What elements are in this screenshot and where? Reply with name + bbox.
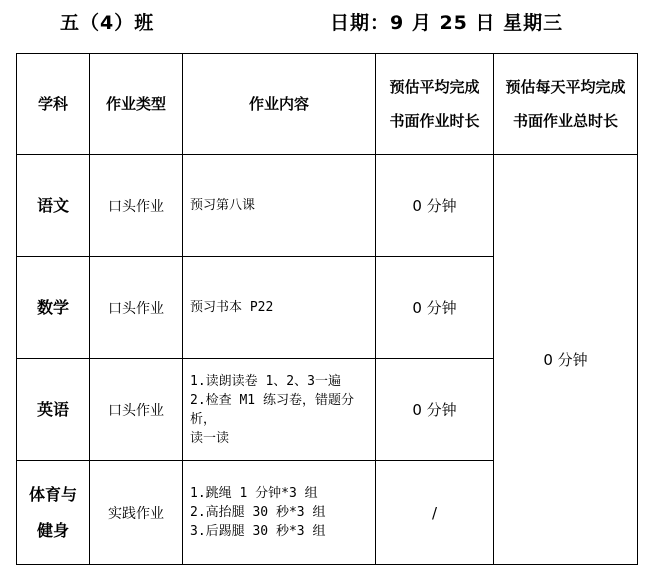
content-cell: [183, 257, 376, 359]
header-type: [90, 54, 183, 155]
subject-line: 健身: [36, 520, 69, 540]
subject-cell: [17, 359, 90, 461]
header-avg-duration: [376, 54, 494, 155]
header-line: 书面作业时长: [389, 112, 480, 130]
subject-line: 体育与: [28, 484, 77, 504]
duration-cell: /: [376, 461, 494, 565]
header-line: 学科: [37, 95, 68, 113]
date-title: 日期：9 月 25 日 星期三: [330, 12, 564, 34]
content-cell: [183, 155, 376, 257]
content-line: 1.跳绳 1 分钟*3 组: [190, 486, 318, 501]
content-cell: [183, 461, 376, 565]
type-cell: 口头作业: [90, 155, 183, 257]
content-line: 3.后踢腿 30 秒*3 组: [190, 524, 326, 539]
header-line: 预估每天平均完成: [505, 78, 626, 96]
duration-cell: 0 分钟: [376, 257, 494, 359]
header-subject: [17, 54, 90, 155]
duration-cell: 0 分钟: [376, 155, 494, 257]
content-line: 2.检查 M1 练习卷，错题分析，: [190, 392, 354, 427]
content-line: 预习第八课: [190, 198, 256, 213]
header-line: 预估平均完成: [389, 78, 480, 96]
table-row: [17, 155, 638, 257]
type-cell: 口头作业: [90, 257, 183, 359]
content-line: 读一读: [190, 430, 230, 446]
duration-cell: 0 分钟: [376, 359, 494, 461]
content-line: 1.读朗读卷 1、2、3一遍: [190, 373, 341, 389]
header-content: [183, 54, 376, 155]
daily-total-cell: 0 分钟: [494, 155, 638, 565]
content-line: 预习书本 P22: [190, 300, 274, 315]
subject-line: 数学: [36, 297, 69, 317]
subject-line: 英语: [36, 399, 69, 419]
header-daily-total: [494, 54, 638, 155]
subject-cell: [17, 461, 90, 565]
class-title: 五（4）班: [60, 12, 155, 34]
header-line: 作业内容: [248, 95, 309, 113]
homework-table: [16, 53, 638, 565]
subject-cell: [17, 257, 90, 359]
header-line: 作业类型: [105, 95, 166, 113]
table-header-row: [17, 54, 638, 155]
type-cell: 实践作业: [90, 461, 183, 565]
subject-cell: [17, 155, 90, 257]
type-cell: 口头作业: [90, 359, 183, 461]
content-cell: [183, 359, 376, 461]
content-line: 2.高抬腿 30 秒*3 组: [190, 505, 326, 520]
subject-line: 语文: [36, 195, 69, 215]
header-line: 书面作业总时长: [512, 112, 618, 130]
